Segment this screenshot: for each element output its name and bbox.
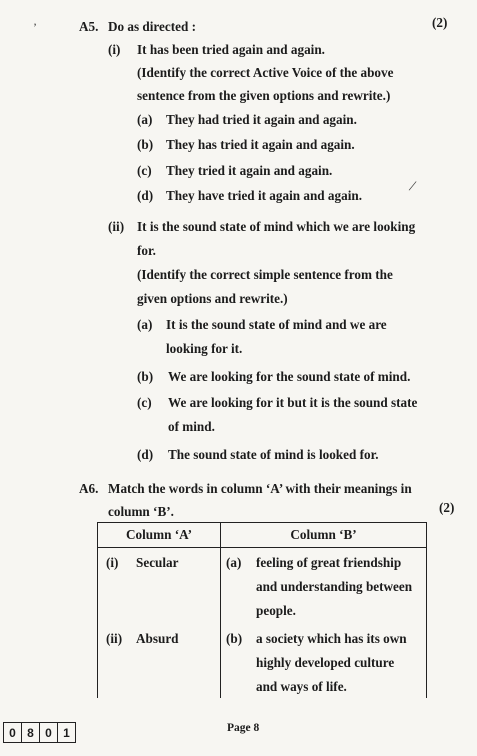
column-b-meaning-line: a society which has its own: [256, 631, 407, 646]
subquestion-sentence: for.: [137, 243, 156, 258]
option-key: (c): [137, 163, 152, 178]
option-text: They tried it again and again.: [166, 163, 333, 178]
option-text: They had tried it again and again.: [166, 112, 357, 127]
column-b-key: (a): [226, 555, 242, 570]
column-b-header: Column ‘B’: [290, 527, 357, 542]
option-text: We are looking for the sound state of mind.: [168, 369, 411, 384]
instruction-line: (Identify the correct simple sentence from the: [137, 267, 393, 282]
table-header-divider: [98, 547, 426, 548]
instruction-line: given options and rewrite.): [137, 291, 288, 306]
option-key: (d): [137, 188, 154, 203]
option-text: It is the sound state of mind and we are: [166, 317, 387, 332]
instruction-line: sentence from the given options and rewrite.): [137, 88, 391, 103]
option-text: of mind.: [168, 419, 215, 434]
marks-a6: (2): [439, 500, 455, 515]
column-b-meaning-line: and understanding between: [256, 579, 413, 594]
subquestion-sentence: It has been tried again and again.: [137, 42, 325, 57]
option-key: (a): [137, 112, 153, 127]
paper-code-digit: 8: [21, 722, 40, 743]
option-text: looking for it.: [166, 341, 243, 356]
instruction-line: (Identify the correct Active Voice of the above: [137, 65, 394, 80]
column-a-word: Secular: [136, 555, 179, 570]
column-b-meaning-line: people.: [256, 603, 296, 618]
row-number: (ii): [106, 631, 123, 646]
match-table: [97, 522, 427, 698]
option-text: We are looking for it but it is the sound state: [168, 395, 418, 410]
column-b-key: (b): [226, 631, 243, 646]
question-a6-heading: column ‘B’.: [108, 504, 174, 519]
paper-code-digit: 0: [39, 722, 58, 743]
row-number: (i): [106, 555, 119, 570]
question-number-a5: A5.: [79, 19, 99, 34]
margin-mark: ’: [33, 20, 37, 34]
subquestion-sentence: It is the sound state of mind which we are looking: [137, 219, 416, 234]
option-key: (b): [137, 369, 154, 384]
option-key: (b): [137, 137, 154, 152]
subquestion-number: (ii): [108, 219, 125, 234]
option-key: (a): [137, 317, 153, 332]
question-number-a6: A6.: [79, 481, 99, 496]
paper-code-digit: 0: [3, 722, 22, 743]
pen-mark: /: [407, 177, 418, 196]
question-a6-heading: Match the words in column ‘A’ with their meanings in: [108, 481, 412, 496]
option-key: (d): [137, 447, 154, 462]
page-number: Page 8: [227, 722, 260, 734]
column-a-header: Column ‘A’: [125, 527, 193, 542]
option-text: They has tried it again and again.: [166, 137, 355, 152]
paper-code-digit: 1: [57, 722, 76, 743]
column-b-meaning-line: and ways of life.: [256, 679, 347, 694]
option-text: The sound state of mind is looked for.: [168, 447, 379, 462]
column-a-word: Absurd: [136, 631, 179, 646]
column-b-meaning-line: feeling of great friendship: [256, 555, 402, 570]
option-key: (c): [137, 395, 152, 410]
question-a5-heading: Do as directed :: [108, 19, 197, 34]
subquestion-number: (i): [108, 42, 121, 57]
paper-code-boxes: [3, 722, 76, 743]
table-column-divider: [220, 523, 221, 698]
option-text: They have tried it again and again.: [166, 188, 363, 203]
column-b-meaning-line: highly developed culture: [256, 655, 395, 670]
marks-a5: (2): [432, 15, 448, 30]
